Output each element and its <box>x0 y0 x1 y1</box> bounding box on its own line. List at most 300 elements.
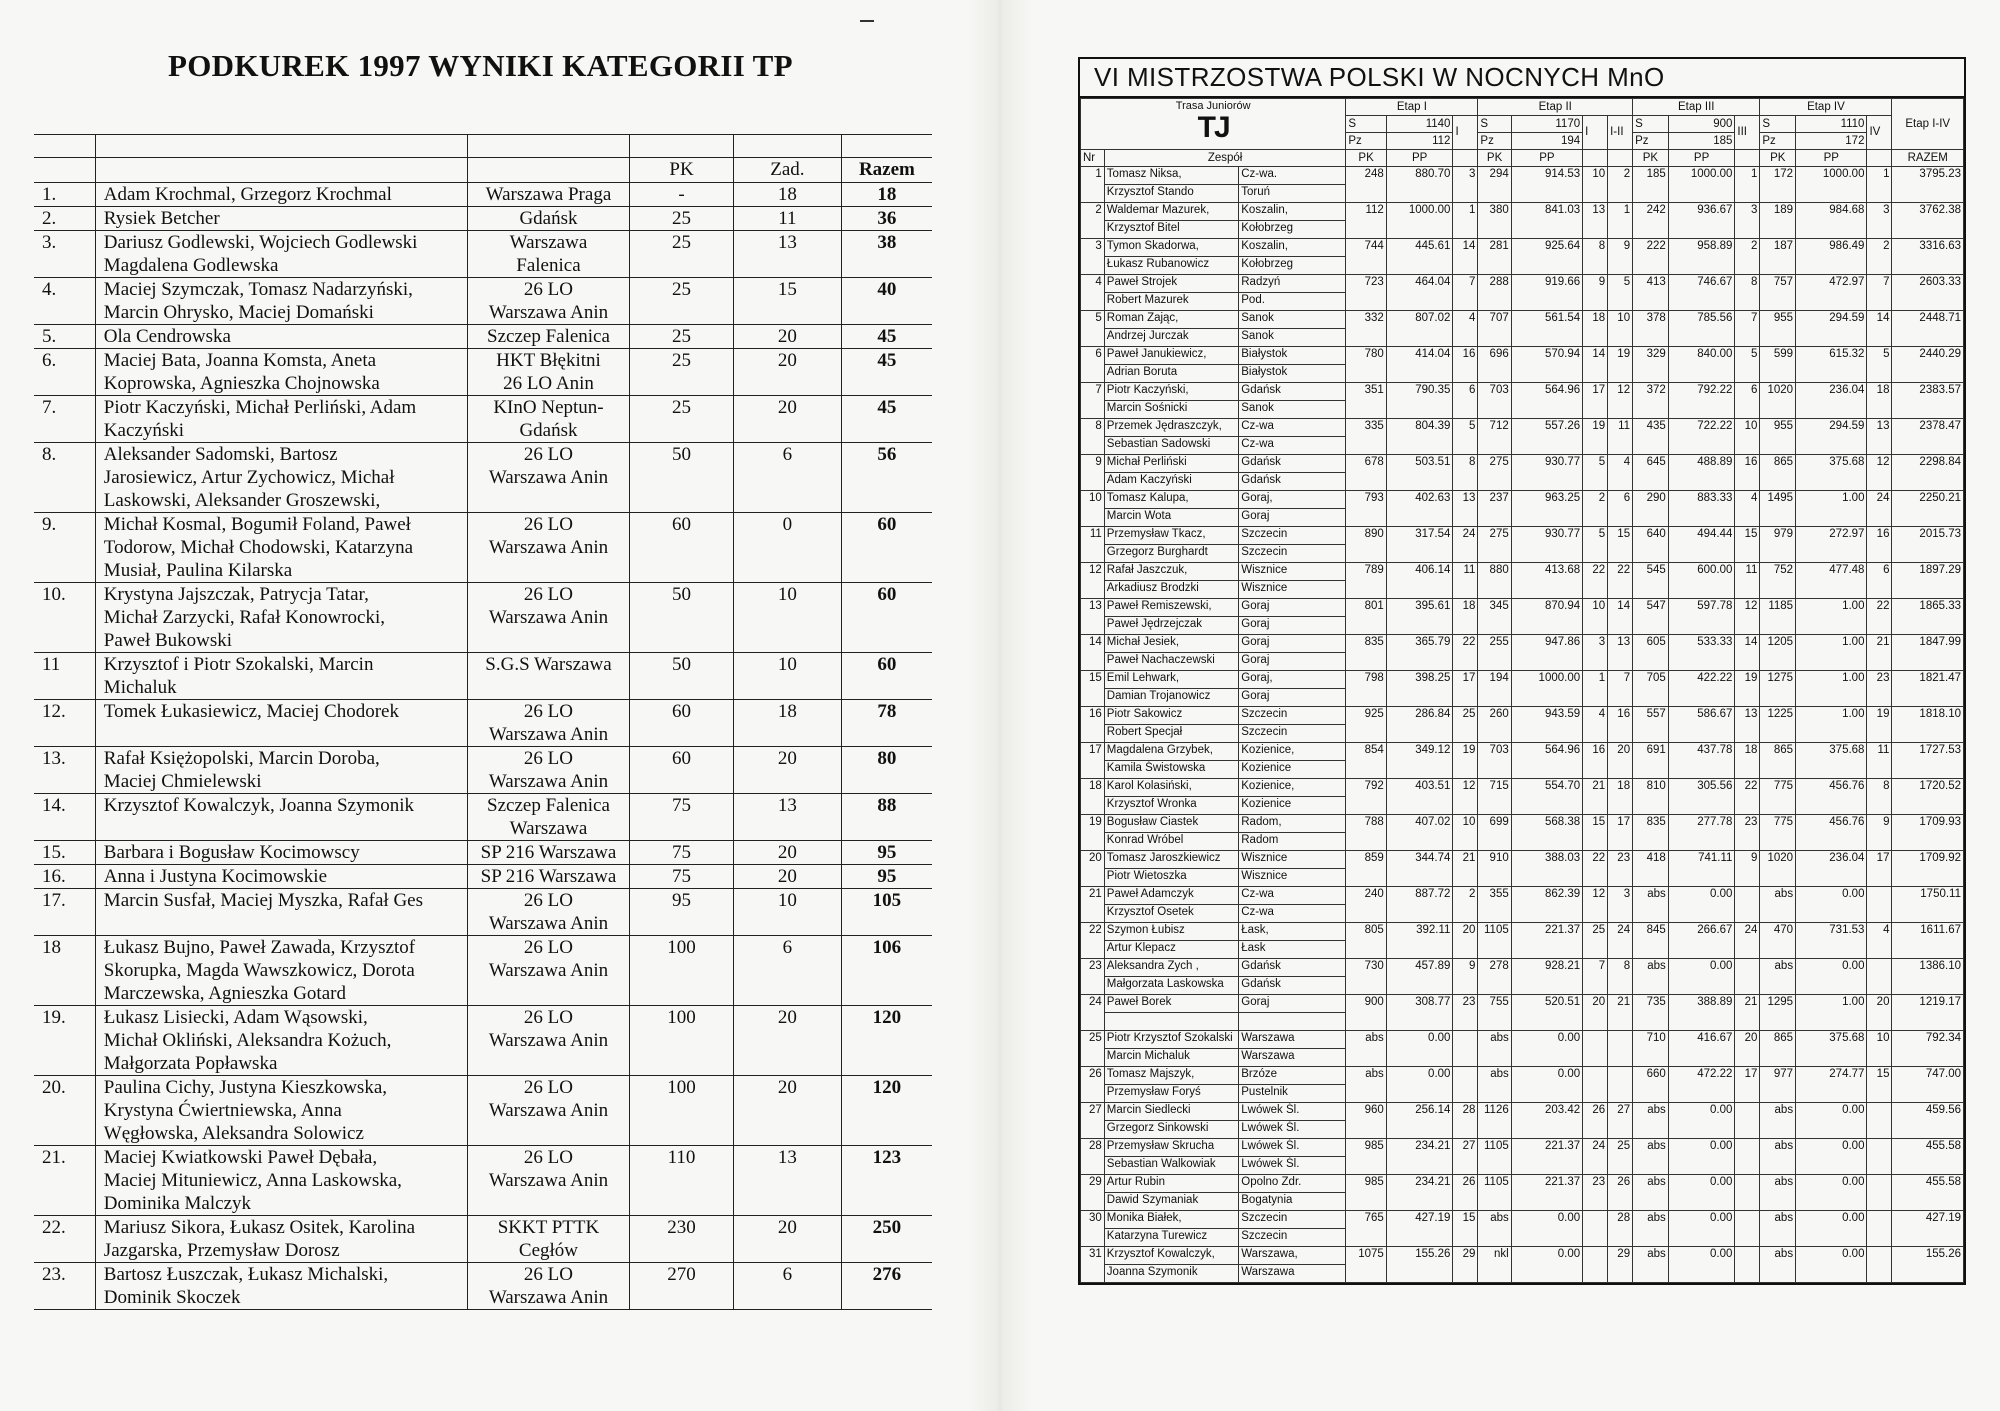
club-1: Goraj, <box>1239 491 1346 509</box>
stage-3-pp: 266.67 <box>1668 923 1735 959</box>
team-member-2: Krzysztof Wronka <box>1104 797 1238 815</box>
row-number-text: 7. <box>42 397 57 418</box>
stage-1-pk: 730 <box>1346 959 1386 995</box>
club-line: SP 216 Warszawa <box>480 842 617 863</box>
stage-3-place: 21 <box>1735 995 1760 1031</box>
stage-2-pp: 925.64 <box>1511 239 1582 275</box>
stage-1-pp: 317.54 <box>1386 527 1453 563</box>
pk-value <box>630 936 734 1006</box>
team-names <box>95 889 467 936</box>
team-member-1: Emil Lehwark, <box>1104 671 1238 689</box>
razem-text: 60 <box>877 654 897 675</box>
stage-4-pp: 0.00 <box>1796 1247 1867 1283</box>
result-row <box>1081 851 1964 869</box>
table-row <box>34 396 932 443</box>
row-number-text: 18 <box>42 937 61 958</box>
club-2: Gdańsk <box>1239 977 1346 995</box>
stage-1-pk: 248 <box>1346 167 1386 203</box>
stage-1-pk: 805 <box>1346 923 1386 959</box>
stage-4-place <box>1867 1175 1892 1211</box>
club <box>467 747 629 794</box>
table-row <box>34 513 932 583</box>
table-row <box>34 349 932 396</box>
zad-value <box>733 1146 841 1216</box>
zad-text: 13 <box>777 795 797 816</box>
team-member-2 <box>1104 1013 1238 1031</box>
stage-2-pp: 570.94 <box>1511 347 1582 383</box>
table-row <box>34 889 932 936</box>
table-row <box>34 1076 932 1146</box>
stage-1-place: 3 <box>1453 167 1478 203</box>
club-line: Warszawa Anin <box>488 467 609 488</box>
pk-text: 25 <box>672 350 692 371</box>
stage-3-place: 24 <box>1735 923 1760 959</box>
stage-2-pp: 221.37 <box>1511 1175 1582 1211</box>
stage-4-pk: 752 <box>1760 563 1796 599</box>
stage-1-place: 13 <box>1453 491 1478 527</box>
row-number-text: 5. <box>42 326 57 347</box>
club <box>467 794 629 841</box>
result-row <box>1081 239 1964 257</box>
club-1: Goraj <box>1239 635 1346 653</box>
stage-1-place: 11 <box>1453 563 1478 599</box>
stage-1-pp: 414.04 <box>1386 347 1453 383</box>
stage-2-pp: 557.26 <box>1511 419 1582 455</box>
pk-value <box>630 1006 734 1076</box>
stage-1-pk: 788 <box>1346 815 1386 851</box>
row-number-text: 8. <box>42 444 57 465</box>
stage-3-pp: 785.56 <box>1668 311 1735 347</box>
team-member-1: Rafał Jaszczuk, <box>1104 563 1238 581</box>
stage-2-pk: 288 <box>1478 275 1511 311</box>
team-names <box>95 794 467 841</box>
row-number <box>34 1006 95 1076</box>
row-number <box>34 231 95 278</box>
stage-3-pk: 242 <box>1633 203 1669 239</box>
total-points: 1750.11 <box>1892 887 1964 923</box>
pk-text: 230 <box>667 1217 696 1238</box>
stage-i-ii-place: 24 <box>1608 923 1633 959</box>
team-member-1: Paweł Adamczyk <box>1104 887 1238 905</box>
zad-text: 0 <box>782 514 793 535</box>
pk-value <box>630 278 734 325</box>
razem-text: 45 <box>877 326 897 347</box>
stage-1-pk: 859 <box>1346 851 1386 887</box>
stage-3-pk: 660 <box>1633 1067 1669 1103</box>
stage-1-pp: 464.04 <box>1386 275 1453 311</box>
stage-3-place <box>1735 887 1760 923</box>
team-names-line: Małgorzata Popławska <box>103 1053 278 1074</box>
zad-text: 10 <box>777 654 797 675</box>
row-number: 12 <box>1081 563 1105 599</box>
result-row <box>1081 959 1964 977</box>
stage-4-place <box>1867 1211 1892 1247</box>
stage-4-pk: 757 <box>1760 275 1796 311</box>
razem-text: 18 <box>877 184 897 205</box>
team-names-line: Michał Okliński, Aleksandra Kożuch, <box>103 1030 392 1051</box>
zad-text: 20 <box>777 350 797 371</box>
column-header-row <box>1081 150 1964 167</box>
stage-1-pp: 790.35 <box>1386 383 1453 419</box>
stage-i-ii-place: 19 <box>1608 347 1633 383</box>
club <box>467 936 629 1006</box>
stage-4-pp: 294.59 <box>1796 419 1867 455</box>
stage-2-pk: 278 <box>1478 959 1511 995</box>
pk-value <box>630 231 734 278</box>
row-number-text: 22. <box>42 1217 66 1238</box>
table-row <box>34 653 932 700</box>
zad-value <box>733 396 841 443</box>
club-1: Goraj, <box>1239 671 1346 689</box>
stage-2-pk: 355 <box>1478 887 1511 923</box>
club-line: Szczep Falenica <box>487 326 610 347</box>
zad-text: 20 <box>777 1007 797 1028</box>
stage-2-pp: 388.03 <box>1511 851 1582 887</box>
stage-3-pp: 883.33 <box>1668 491 1735 527</box>
team-member-2: Damian Trojanowicz <box>1104 689 1238 707</box>
team-member-1: Karol Kolasiński, <box>1104 779 1238 797</box>
pk-text: 100 <box>667 937 696 958</box>
team-member-2: Marcin Wota <box>1104 509 1238 527</box>
team-member-2: Adrian Boruta <box>1104 365 1238 383</box>
row-number <box>34 396 95 443</box>
stage-1-place: 22 <box>1453 635 1478 671</box>
club-line: 26 LO <box>523 1077 573 1098</box>
stage-4-pk: 470 <box>1760 923 1796 959</box>
razem-value <box>841 443 932 513</box>
team-names-line: Marcin Susfał, Maciej Myszka, Rafał Ges <box>103 890 424 911</box>
stage-1-pk: 985 <box>1346 1175 1386 1211</box>
row-number: 16 <box>1081 707 1105 743</box>
pz-label: Pz <box>1478 133 1511 150</box>
stage-2-pk: 1105 <box>1478 1139 1511 1175</box>
stage-4-pk: 1225 <box>1760 707 1796 743</box>
stage-4-place <box>1867 1247 1892 1283</box>
stage-i-ii-place: 22 <box>1608 563 1633 599</box>
row-number <box>34 207 95 231</box>
result-row <box>1081 203 1964 221</box>
team-names <box>95 1006 467 1076</box>
stage-i-ii-place: 27 <box>1608 1103 1633 1139</box>
stage-2-pp: 841.03 <box>1511 203 1582 239</box>
stage-3-pp: 746.67 <box>1668 275 1735 311</box>
club-line: SKKT PTTK <box>497 1217 600 1238</box>
team-names-line: Paulina Cichy, Justyna Kieszkowska, <box>103 1077 387 1098</box>
club <box>467 278 629 325</box>
stage-4-place: 8 <box>1867 779 1892 815</box>
stage-4-pk: 172 <box>1760 167 1796 203</box>
stage-4-pp: 615.32 <box>1796 347 1867 383</box>
pk-text: 50 <box>672 444 692 465</box>
stage-4-s: 1110 <box>1796 116 1867 133</box>
team-member-1: Roman Zając, <box>1104 311 1238 329</box>
total-points: 3795.23 <box>1892 167 1964 203</box>
club <box>467 325 629 349</box>
razem-value <box>841 513 932 583</box>
club-2: Lwówek Śl. <box>1239 1121 1346 1139</box>
stage-1-pk: 744 <box>1346 239 1386 275</box>
team-member-2: Łukasz Rubanowicz <box>1104 257 1238 275</box>
stage-4-pk: 1495 <box>1760 491 1796 527</box>
stage-3-pp: 0.00 <box>1668 959 1735 995</box>
stage-4-place: 1 <box>1867 167 1892 203</box>
stage-i-ii-place: 26 <box>1608 1175 1633 1211</box>
stage-2-s: 1170 <box>1511 116 1582 133</box>
stage-2-pp: 413.68 <box>1511 563 1582 599</box>
row-number: 26 <box>1081 1067 1105 1103</box>
zad-value <box>733 889 841 936</box>
stage-1-pk: 780 <box>1346 347 1386 383</box>
team-names-line: Maciej Bata, Joanna Komsta, Aneta <box>103 350 377 371</box>
pk-text: 50 <box>672 584 692 605</box>
zad-text: 18 <box>777 184 797 205</box>
pk-text: 60 <box>672 748 692 769</box>
stage-2-pk: 755 <box>1478 995 1511 1031</box>
stage-2-place: 14 <box>1583 347 1608 383</box>
stage-4-pp: 375.68 <box>1796 455 1867 491</box>
stage-3-pp: 422.22 <box>1668 671 1735 707</box>
razem-text: 40 <box>877 279 897 300</box>
table-row <box>34 1146 932 1216</box>
stage-1-pp: 286.84 <box>1386 707 1453 743</box>
team-names <box>95 1146 467 1216</box>
team-names <box>95 841 467 865</box>
team-names-line: Marcin Ohrysko, Maciej Domański <box>103 302 374 323</box>
table-row <box>34 936 932 1006</box>
zad-text: 20 <box>777 866 797 887</box>
stage-2-pk: 275 <box>1478 527 1511 563</box>
zad-text: 6 <box>782 444 793 465</box>
stage-2-pk: 237 <box>1478 491 1511 527</box>
zad-text: 6 <box>782 1264 793 1285</box>
zad-value <box>733 794 841 841</box>
row-number: 2 <box>1081 203 1105 239</box>
row-number <box>34 443 95 513</box>
team-member-2: Grzegorz Sinkowski <box>1104 1121 1238 1139</box>
stage-1-pp: 503.51 <box>1386 455 1453 491</box>
club <box>467 513 629 583</box>
stage-2-pp: 221.37 <box>1511 1139 1582 1175</box>
stage-3-pp: 437.78 <box>1668 743 1735 779</box>
stage-3-place: 15 <box>1735 527 1760 563</box>
team-member-2: Grzegorz Burghardt <box>1104 545 1238 563</box>
total-points: 1897.29 <box>1892 563 1964 599</box>
razem-value <box>841 794 932 841</box>
row-number <box>34 513 95 583</box>
razem-value <box>841 1146 932 1216</box>
stage-3-place: 18 <box>1735 743 1760 779</box>
stage-2-place: 5 <box>1583 455 1608 491</box>
zad-value <box>733 1076 841 1146</box>
team-member-1: Szymon Łubisz <box>1104 923 1238 941</box>
stage-2-pk: 910 <box>1478 851 1511 887</box>
total-points: 1727.53 <box>1892 743 1964 779</box>
club-1: Cz-wa <box>1239 887 1346 905</box>
stage-3-place: 17 <box>1735 1067 1760 1103</box>
total-points: 1720.52 <box>1892 779 1964 815</box>
stage-2-place: 12 <box>1583 887 1608 923</box>
club-line: Warszawa Anin <box>488 1287 609 1308</box>
stage-2-pp: 0.00 <box>1511 1067 1582 1103</box>
header-pp-3: PP <box>1668 150 1735 167</box>
stage-2-pp: 930.77 <box>1511 455 1582 491</box>
table-header-top <box>34 135 932 158</box>
result-row <box>1081 563 1964 581</box>
stage-4-pp: 731.53 <box>1796 923 1867 959</box>
stage-2-place: 9 <box>1583 275 1608 311</box>
stage-i-ii-place: 20 <box>1608 743 1633 779</box>
stage-1-pk: 890 <box>1346 527 1386 563</box>
stage-1-place: 29 <box>1453 1247 1478 1283</box>
club-line: KInO Neptun- <box>493 397 604 418</box>
stage-3-pk: 547 <box>1633 599 1669 635</box>
stage-4-pk: 189 <box>1760 203 1796 239</box>
club-2: Bogatynia <box>1239 1193 1346 1211</box>
pk-text: 25 <box>672 326 692 347</box>
row-number-text: 14. <box>42 795 66 816</box>
team-names <box>95 325 467 349</box>
stage-1-place: 2 <box>1453 887 1478 923</box>
stage-4-pp: 456.76 <box>1796 815 1867 851</box>
team-member-1: Paweł Janukiewicz, <box>1104 347 1238 365</box>
stage-2-pp: 0.00 <box>1511 1211 1582 1247</box>
stage-2-pk: nkl <box>1478 1247 1511 1283</box>
stage-i-ii-place: 9 <box>1608 239 1633 275</box>
zad-text: 20 <box>777 1217 797 1238</box>
stage-4-pk: 955 <box>1760 311 1796 347</box>
club-line: Warszawa <box>509 818 588 839</box>
team-names <box>95 700 467 747</box>
stage-2-place: 22 <box>1583 851 1608 887</box>
stage-2-pk: 1105 <box>1478 923 1511 959</box>
team-member-2: Kamila Świstowska <box>1104 761 1238 779</box>
total-points: 2298.84 <box>1892 455 1964 491</box>
table-row <box>34 794 932 841</box>
stage-3-pk: 545 <box>1633 563 1669 599</box>
pk-value <box>630 747 734 794</box>
pk-value <box>630 700 734 747</box>
stage-1-pp: 887.72 <box>1386 887 1453 923</box>
stage-1-s: 1140 <box>1386 116 1453 133</box>
stage-4-place: 7 <box>1867 275 1892 311</box>
stage-3-place: 19 <box>1735 671 1760 707</box>
row-number-text: 9. <box>42 514 57 535</box>
row-number: 24 <box>1081 995 1105 1031</box>
team-member-2: Dawid Szymaniak <box>1104 1193 1238 1211</box>
stage-2-pk: 880 <box>1478 563 1511 599</box>
razem-value <box>841 747 932 794</box>
zad-value <box>733 443 841 513</box>
row-number: 15 <box>1081 671 1105 707</box>
stage-1-pp: 402.63 <box>1386 491 1453 527</box>
result-row <box>1081 1067 1964 1085</box>
stage-1-pk: 798 <box>1346 671 1386 707</box>
stage-2-pk: 1126 <box>1478 1103 1511 1139</box>
result-row <box>1081 887 1964 905</box>
stage-4-pk: abs <box>1760 1139 1796 1175</box>
club-2: Toruń <box>1239 185 1346 203</box>
team-names-line: Laskowski, Aleksander Groszewski, <box>103 490 381 511</box>
header-pk-4: PK <box>1760 150 1796 167</box>
header-pk: PK <box>630 158 734 183</box>
stage-3-label: Etap III <box>1633 99 1760 116</box>
stage-4-pp: 0.00 <box>1796 1103 1867 1139</box>
row-number: 29 <box>1081 1175 1105 1211</box>
stage-4-place: 11 <box>1867 743 1892 779</box>
team-names-line: Mariusz Sikora, Łukasz Ositek, Karolina <box>103 1217 416 1238</box>
row-number <box>34 1263 95 1310</box>
result-row <box>1081 599 1964 617</box>
pz-label: Pz <box>1346 133 1386 150</box>
row-number: 11 <box>1081 527 1105 563</box>
stage-i-ii-place: 16 <box>1608 707 1633 743</box>
stage-1-place: 9 <box>1453 959 1478 995</box>
stage-3-place: 9 <box>1735 851 1760 887</box>
stage-3-pp: 600.00 <box>1668 563 1735 599</box>
right-page-title: VI MISTRZOSTWA POLSKI W NOCNYCH MnO <box>1080 59 1964 98</box>
club-line: 26 LO Anin <box>503 373 594 394</box>
stage-4-pk: 599 <box>1760 347 1796 383</box>
club-1: Goraj <box>1239 599 1346 617</box>
stage-1-pk: 1075 <box>1346 1247 1386 1283</box>
stage-4-pp: 986.49 <box>1796 239 1867 275</box>
row-number-text: 6. <box>42 350 57 371</box>
club-line: Warszawa Anin <box>488 960 609 981</box>
stage-2-place: 24 <box>1583 1139 1608 1175</box>
club <box>467 653 629 700</box>
zad-text: 13 <box>777 232 797 253</box>
club-1: Opolno Zdr. <box>1239 1175 1346 1193</box>
results-table-tp <box>34 134 932 1310</box>
stage-4-place: 19 <box>1867 707 1892 743</box>
result-row <box>1081 707 1964 725</box>
razem-value <box>841 653 932 700</box>
stage-4-pp: 236.04 <box>1796 851 1867 887</box>
stage-2-pk: 696 <box>1478 347 1511 383</box>
club-1: Cz-wa <box>1239 419 1346 437</box>
club-1: Brzóze <box>1239 1067 1346 1085</box>
stage-1-pk: 240 <box>1346 887 1386 923</box>
stage-4-pp: 272.97 <box>1796 527 1867 563</box>
stage-3-pk: 705 <box>1633 671 1669 707</box>
stage-1-pk: 925 <box>1346 707 1386 743</box>
team-names-line: Maciej Chmielewski <box>103 771 262 792</box>
club-2: Pustelnik <box>1239 1085 1346 1103</box>
team-member-1: Tomasz Majszyk, <box>1104 1067 1238 1085</box>
row-number <box>34 936 95 1006</box>
team-names <box>95 583 467 653</box>
stage-1-pp: 349.12 <box>1386 743 1453 779</box>
row-number: 13 <box>1081 599 1105 635</box>
stage-3-place: 4 <box>1735 491 1760 527</box>
team-member-2: Artur Klepacz <box>1104 941 1238 959</box>
club-line: Gdańsk <box>519 420 578 441</box>
team-member-2: Konrad Wróbel <box>1104 833 1238 851</box>
stage-4-place: 22 <box>1867 599 1892 635</box>
stage-3-pp: 416.67 <box>1668 1031 1735 1067</box>
stage-3-pk: 378 <box>1633 311 1669 347</box>
stage-2-place: 21 <box>1583 779 1608 815</box>
stage-4-label: Etap IV <box>1760 99 1892 116</box>
total-points: 1709.92 <box>1892 851 1964 887</box>
stage-1-pk: 960 <box>1346 1103 1386 1139</box>
s-label: S <box>1760 116 1796 133</box>
stage-3-pk: 557 <box>1633 707 1669 743</box>
left-page-title: PODKUREK 1997 WYNIKI KATEGORII TP <box>168 48 793 83</box>
team-names <box>95 1263 467 1310</box>
stage-3-pp: 0.00 <box>1668 887 1735 923</box>
razem-text: 106 <box>872 937 902 958</box>
